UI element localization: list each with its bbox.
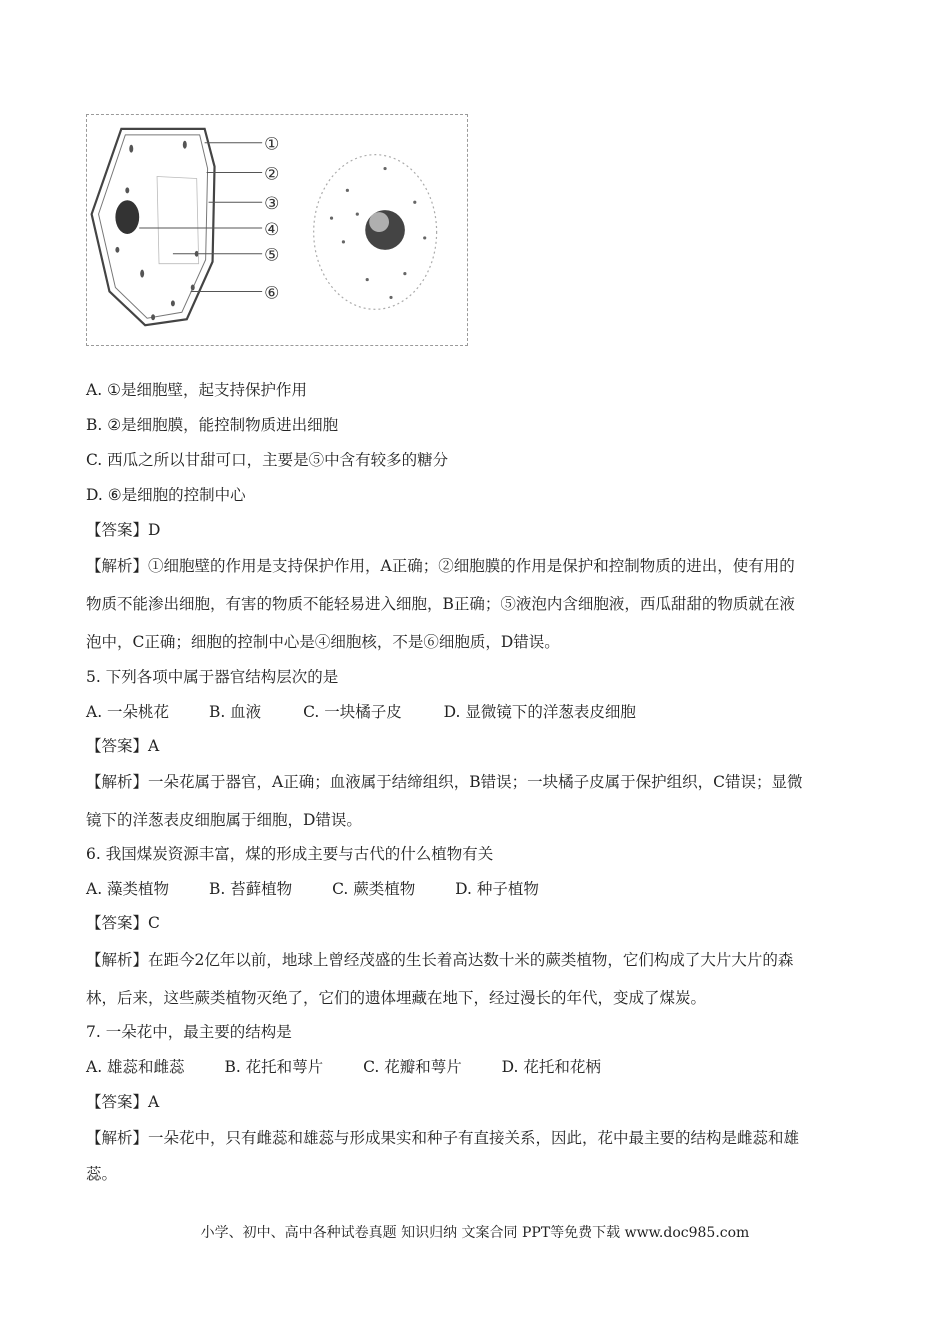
q7-options	[86, 1057, 601, 1077]
label-2: ②	[264, 163, 280, 184]
label-4: ④	[264, 218, 280, 239]
q6-question: 6. 我国煤炭资源丰富，煤的形成主要与古代的什么植物有关	[86, 845, 494, 863]
q6-option-c: C. 蕨类植物	[332, 880, 416, 898]
q4-analysis-line-2: 物质不能渗出细胞，有害的物质不能轻易进入细胞，B正确；⑤液泡内含细胞液，西瓜甜甜的物质就在液	[86, 595, 795, 613]
label-1: ①	[264, 133, 280, 154]
q7-option-a: A. 雄蕊和雌蕊	[86, 1058, 185, 1076]
q4-option-d: D. ⑥是细胞的控制中心	[86, 486, 246, 504]
q5-analysis-line-2: 镜下的洋葱表皮细胞属于细胞，D错误。	[86, 811, 362, 829]
q4-analysis-line-1: 【解析】①细胞壁的作用是支持保护作用，A正确；②细胞膜的作用是保护和控制物质的进出，使有用的	[86, 557, 795, 575]
q5-option-b: B. 血液	[208, 703, 262, 721]
q7-answer: 【答案】A	[86, 1093, 160, 1111]
q6-options	[86, 879, 539, 899]
page-footer: 小学、初中、高中各种试卷真题 知识归纳 文案合同 PPT等免费下载 www.doc985.com	[200, 1225, 750, 1241]
q5-option-d: D. 显微镜下的洋葱表皮细胞	[443, 703, 636, 721]
label-5: ⑤	[264, 244, 280, 265]
plant-nucleus	[115, 200, 139, 234]
q4-option-a: A. ①是细胞壁，起支持保护作用	[86, 381, 307, 399]
q5-question: 5. 下列各项中属于器官结构层次的是	[86, 668, 339, 686]
q7-option-d: D. 花托和花柄	[501, 1058, 601, 1076]
plant-cell-wall	[92, 129, 215, 325]
q4-analysis-line-3: 泡中，C正确；细胞的控制中心是④细胞核，不是⑥细胞质，D错误。	[86, 633, 560, 651]
q5-option-c: C. 一块橘子皮	[303, 703, 402, 721]
plant-cell-membrane	[99, 135, 208, 318]
cell-diagram	[87, 115, 467, 345]
cell-diagram-figure	[86, 114, 468, 346]
q6-option-d: D. 种子植物	[455, 880, 539, 898]
q7-question: 7. 一朵花中，最主要的结构是	[86, 1023, 292, 1041]
q5-options	[86, 702, 636, 722]
q7-analysis-line-2: 蕊。	[86, 1165, 118, 1183]
q4-answer: 【答案】D	[86, 521, 161, 539]
q7-option-b: B. 花托和萼片	[224, 1058, 324, 1076]
label-3: ③	[264, 193, 280, 214]
q5-answer: 【答案】A	[86, 737, 160, 755]
q7-analysis-line-1: 【解析】一朵花中，只有雌蕊和雄蕊与形成果实和种子有直接关系，因此，花中最主要的结构是雌蕊和雄	[86, 1129, 800, 1147]
q4-option-c: C. 西瓜之所以甘甜可口，主要是⑤中含有较多的糖分	[86, 451, 449, 469]
q6-answer: 【答案】C	[86, 914, 160, 932]
q6-analysis-line-1: 【解析】在距今2亿年以前，地球上曾经茂盛的生长着高达数十米的蕨类植物，它们构成了大片大片的森	[86, 951, 794, 969]
q6-option-b: B. 苔藓植物	[208, 880, 293, 898]
q6-analysis-line-2: 林，后来，这些蕨类植物灭绝了，它们的遗体埋藏在地下，经过漫长的年代，变成了煤炭。	[86, 989, 707, 1007]
label-6: ⑥	[264, 282, 280, 303]
q7-option-c: C. 花瓣和萼片	[363, 1058, 462, 1076]
q6-option-a: A. 藻类植物	[86, 880, 170, 898]
q4-option-b: B. ②是细胞膜，能控制物质进出细胞	[86, 416, 339, 434]
q5-option-a: A. 一朵桃花	[86, 703, 170, 721]
q5-analysis-line-1: 【解析】一朵花属于器官，A正确；血液属于结缔组织，B错误；一块橘子皮属于保护组织，C错误；显微	[86, 773, 803, 791]
